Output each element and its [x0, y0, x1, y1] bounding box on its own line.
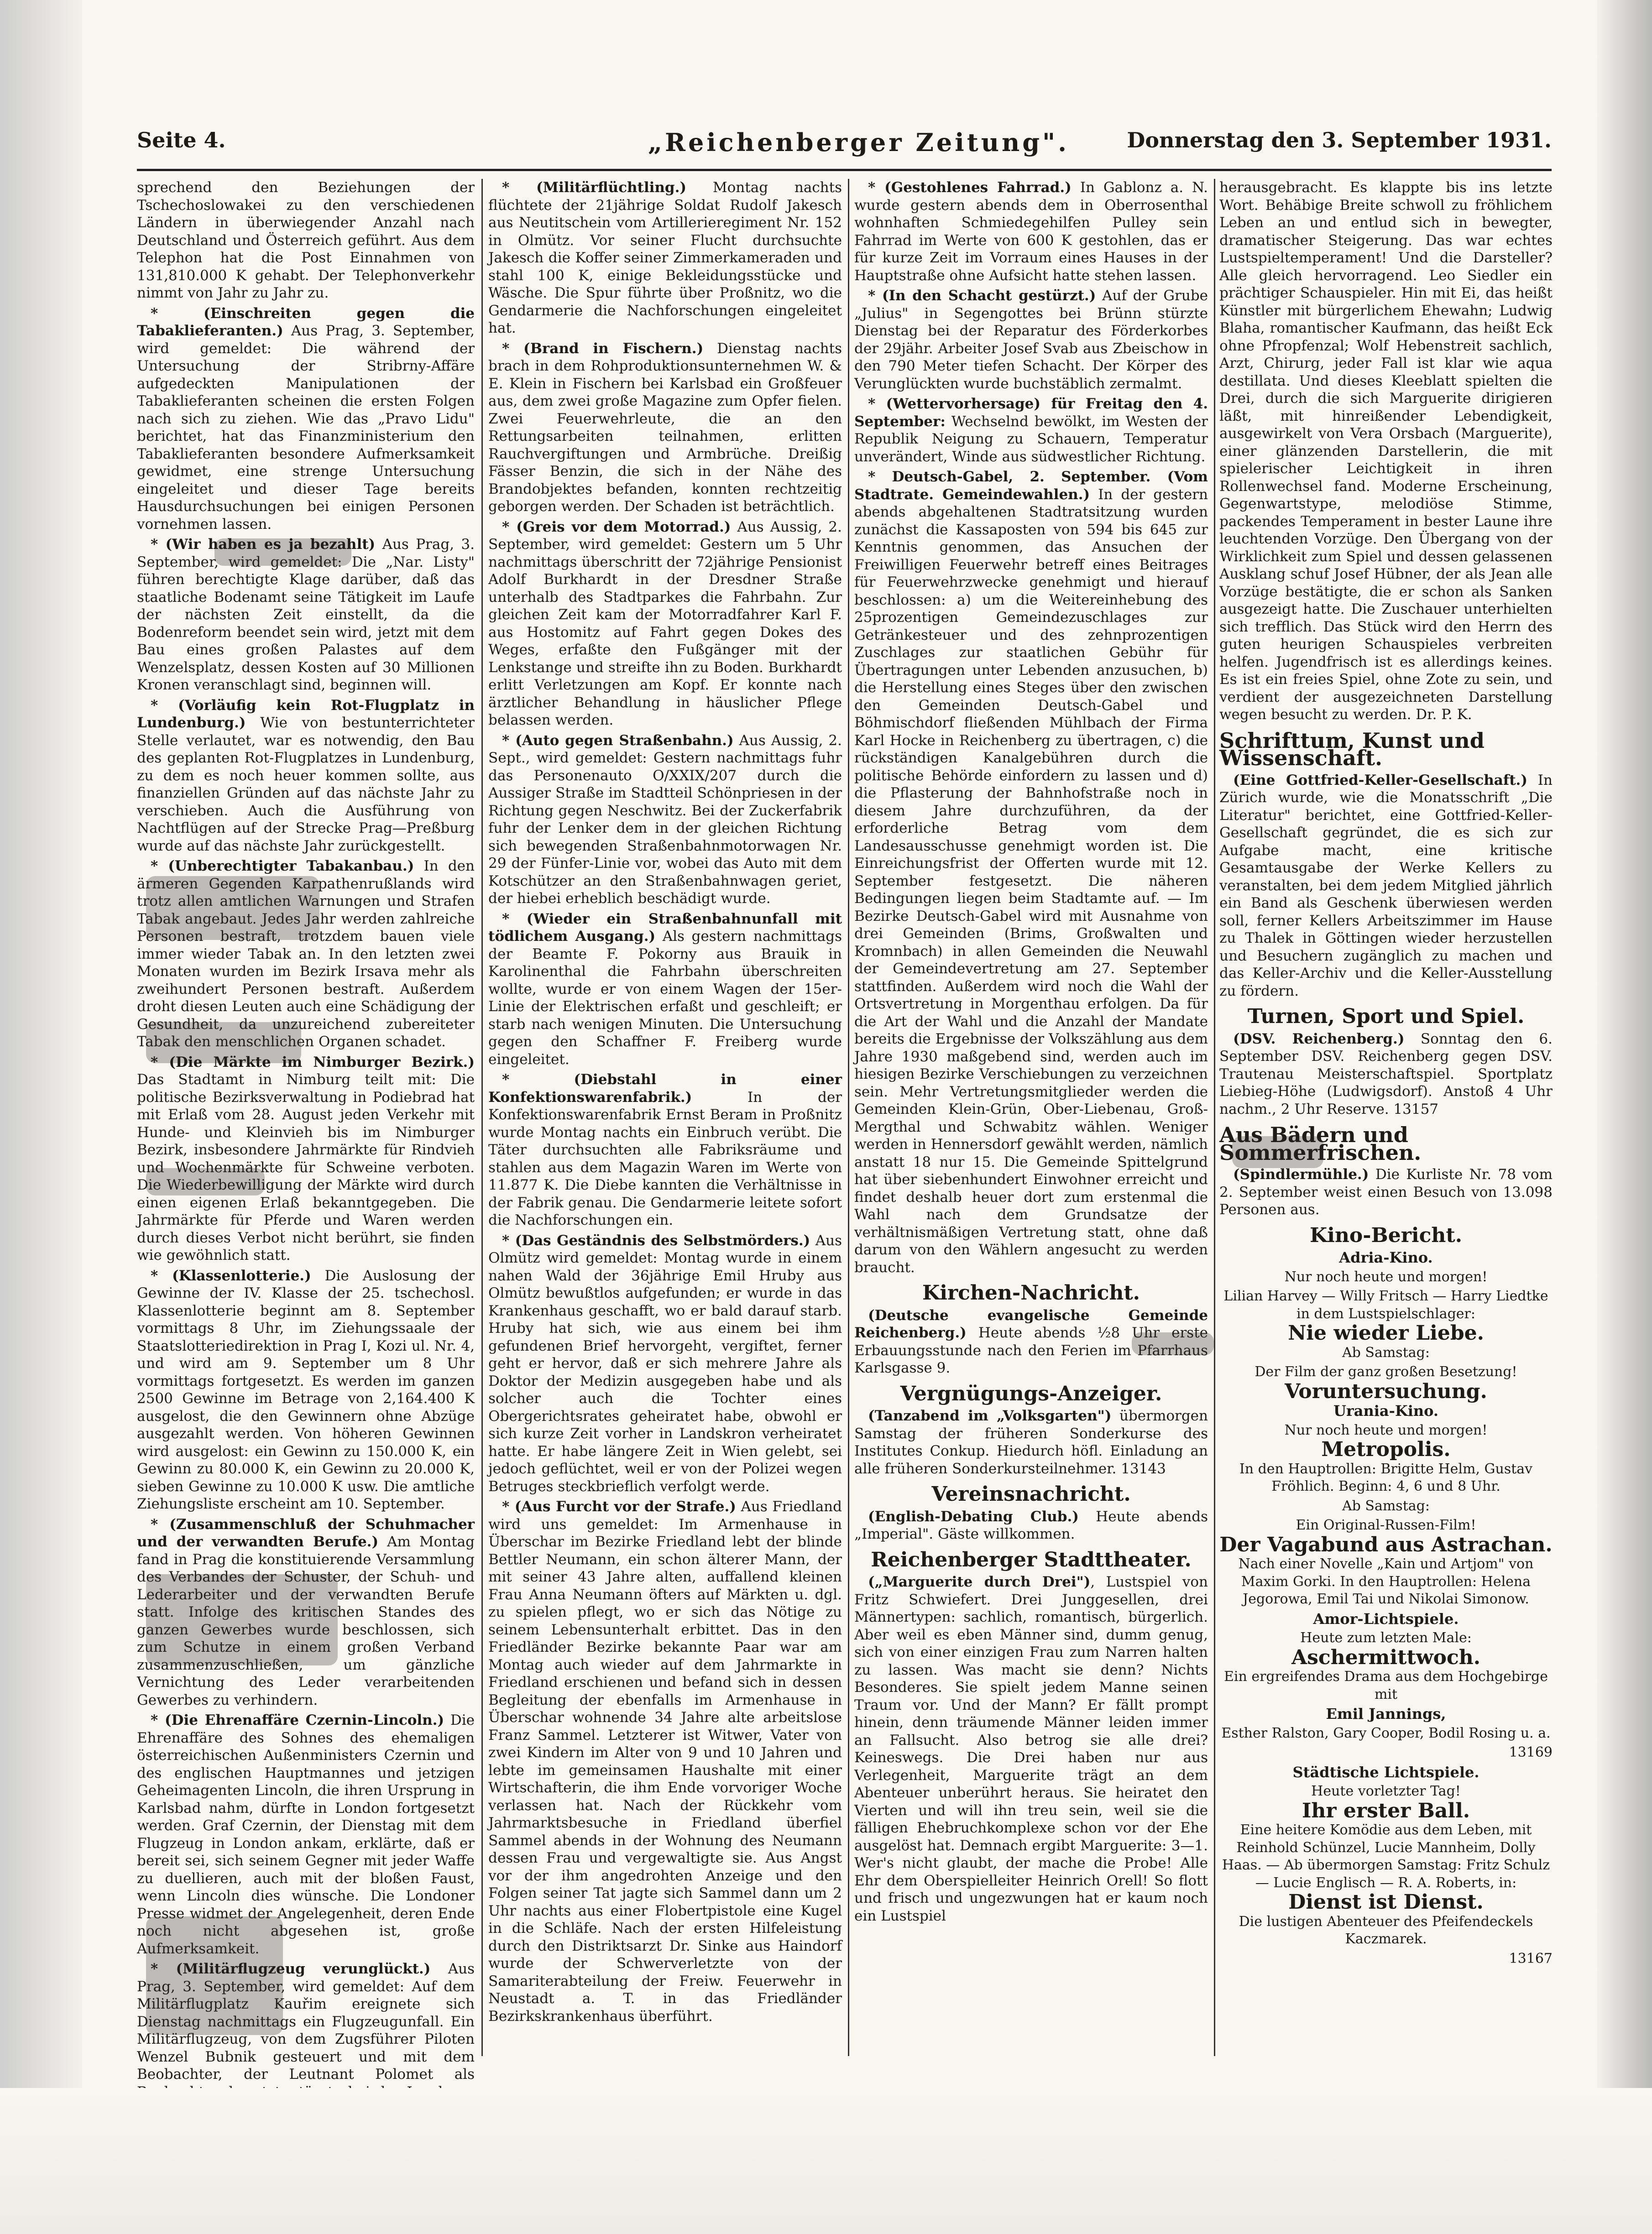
- column-rule: [848, 179, 849, 2056]
- film-title: Voruntersuchung.: [1285, 1379, 1487, 1403]
- film-title: Aschermittwoch.: [1291, 1645, 1481, 1669]
- section-heading-arts: Schrifttum, Kunst und Wissenschaft.: [1219, 728, 1485, 770]
- article: * (Wir haben es ja bezahlt) Aus Prag, 3. September, wird gemeldet: Die „Nar. Listy" führen berechtigte Klage darüber, daß das staatliche Bodenamt seine Tätigkeit im Laufe der nächsten Zeit einstellt, da die Bodenreform beendet sein wird, jetzt mit dem Bau eines großen Palastes auf dem Wenzelsplatz, dessen Kosten auf 30 Millionen Kronen veranschlagt sind, beginnen will.: [137, 536, 475, 693]
- article: * (Militärflüchtling.) Montag nachts flüchtete der 21jährige Soldat Rudolf Jakesch aus Neutitschein vom Artillerieregiment Nr. 152 in Olmütz. Vor seiner Flucht durchsuchte Jakesch die Koffer seiner Zimmerkameraden und stahl 100 K, einige Bekleidungsstücke und Wäsche. Die Spur führte über Proßnitz, wo die Gendarmerie die Nachforschungen eingeleitet hat.: [488, 179, 842, 336]
- article: („Marguerite durch Drei"), Lustspiel von Fritz Schwiefert. Drei Junggesellen, drei Männertypen: sachlich, romantisch, bürgerlich. Aber weil es eben Männer sind, dumm genug, sich von einer einzigen Frau zum Narren halten zu lassen. Was macht sie denn? Nichts Besonderes. Sie spielt jedem Manne seinen Traum vor. Und der Mann? Er fällt prompt hinein, denn träumende Männer leiden immer an Fallsucht. Also betrog sie alle drei? Keineswegs. Die Drei haben nur aus Verlegenheit, Marguerite trägt an dem Abenteuer unberührt heraus. Sie heiratet den Vierten und will ihn treu sein, weil sie die fälligen Ehebruchkomplexe schon vor der Ehe ausgelöst hat. Demnach ergibt Marguerite: 3—1. Wer's nicht glaubt, der mache die Probe! Alle Ehr dem Oberspielleiter Heinrich Orell! So flott und frisch und ungezwungen hat er kaum noch ein Lustspiel: [854, 1574, 1208, 1924]
- cinema-line: Nach einer Novelle „Kain und Artjom" von Maxim Gorki. In den Hauptrollen: Helena Jegorowa, Emil Tai und Nikolai Simonow.: [1238, 1556, 1534, 1607]
- page-header: [137, 128, 1552, 169]
- film-title: Nie wieder Liebe.: [1288, 1321, 1484, 1345]
- ink-smudge: [146, 1574, 338, 1665]
- section-heading-cinema: Kino-Bericht.: [1309, 1223, 1463, 1247]
- ink-smudge: [146, 1168, 265, 1195]
- section-heading-theater: Reichenberger Stadttheater.: [871, 1548, 1192, 1571]
- article: (Deutsche evangelische Gemeinde Reichenberg.) Heute abends ½8 Uhr erste Erbauungsstunde nach den Ferien im Pfarrhaus Karlsgasse 9.: [854, 1307, 1208, 1376]
- film-title: Ihr erster Ball.: [1302, 1799, 1470, 1822]
- film-title: Metropolis.: [1321, 1438, 1451, 1461]
- article: * (Diebstahl in einer Konfektionswarenfabrik.) In der Konfektionswarenfabrik Ernst Beram in Proßnitz wurde Montag nachts ein Einbruch verübt. Die Täter durchsuchten alle Fabriksräume und stahlen aus dem Magazin Waren im Werte von 11.877 K. Die Diebe kannten die Verhältnisse in der Fabrik genau. Die Gendarmerie leitete sofort die Nachforschungen ein.: [488, 1071, 842, 1228]
- column-1: [137, 179, 475, 2083]
- page-bottom-margin: [0, 2088, 1652, 2234]
- ad-number: 13169: [1509, 1744, 1553, 1760]
- article: * (In den Schacht gestürzt.) Auf der Grube „Julius" in Segengottes bei Brünn stürzte Dienstag bei der Reparatur des Förderkorbes der 29jähr. Arbeiter Josef Svab aus Zbeischow in den 790 Meter tiefen Schacht. Der Körper des Verunglückten wurde buchstäblich zermalmt.: [854, 287, 1208, 392]
- cinema-line: Eine heitere Komödie aus dem Leben, mit Reinhold Schünzel, Lucie Mannheim, Dolly Haas. — Ab übermorgen Samstag: Fritz Schulz — Lucie Englisch — R. A. Roberts, in:: [1222, 1822, 1550, 1891]
- cinema-line: Die lustigen Abenteuer des Pfeifendeckels Kaczmarek.: [1239, 1913, 1533, 1947]
- ink-smudge: [146, 1916, 283, 2035]
- article: * (Greis vor dem Motorrad.) Aus Aussig, 2. September, wird gemeldet: Gestern um 5 Uhr nachmittags überschritt der 72jährige Pensionist Adolf Burkhardt in der Dresdner Straße unterhalb des Stadtparkes die Fahrbahn. Zur gleichen Zeit kam der Motorradfahrer Karl F. aus Hostomitz auf Fahrt gegen Dokes des Weges, erfaßte den Fußgänger mit der Lenkstange und streifte ihn zu Boden. Burkhardt erlitt Verletzungen am Kopf. Er konnte nach ärztlicher Behandlung in häuslicher Pflege belassen werden.: [488, 518, 842, 728]
- ad-number: 13167: [1509, 1950, 1553, 1967]
- column-rule: [1214, 179, 1215, 2056]
- masthead: „Reichenberger Zeitung".: [648, 128, 1069, 157]
- header-rule: [137, 169, 1552, 171]
- cinema-line: Ab Samstag:: [1342, 1344, 1430, 1361]
- article: * (Militärflugzeug verunglückt.) Aus Prag, 3. September, wird gemeldet: Auf dem Militärflugplatz Kauřim ereignete sich Dienstag nachmittags ein Flugzeugunfall. Ein Militärflugzeug, von dem Zugsführer Piloten Wenzel Bubnik gesteuert und mit dem Beobachter, der Leutnant Polomet als: [137, 1961, 475, 2083]
- cinema-line: Nur noch heute und morgen!: [1284, 1422, 1488, 1438]
- article: * Deutsch-Gabel, 2. September. (Vom Stadtrate. Gemeindewahlen.) In der gestern abends abgehaltenen Stadtratsitzung wurden zunächst die Kassaposten von 594 bis 645 zur Kenntnis genommen, das Ansuchen der Freiwilligen Feuerwehr betreff eines Beitrages für Feuerwehrzwecke genehmigt und hierauf beschlossen: a) um die Weitereinhebung des 25prozentigen Gemeindezuschlages zur Getränkesteuer und des zehnprozentigen Zuschlages zur staatlichen Gebühr für Übertragungen unter Lebenden anzusuchen, b) die Herstellung eines Steges über den zwischen den Gemeinden Deutsch-Gabel und Böhmischdorf fließenden Mühlbach der Firma Karl Hocke in Reichenberg zu übertragen, c) die rückständigen Kanalgebühren durch die politische Behörde einfordern zu lassen und d) die Pflasterung der Bahnhofstraße noch in diesem Jahre durchzuführen, da der erforderliche Betrag vom dem Landesausschusse genehmigt worden ist. Die Einreichungsfrist der Offerten wurde mit 12. September festgesetzt. Die näheren Bedingungen liegen beim Stadtamte auf. — Im Bezirke Deutsch-Gabel wird mit Ausnahme von drei Gemeinden (Brims, Großwalten und Kromnbach) in allen Gemeinden die Neuwahl der Gemeindevertretung am 27. September stattfinden. Außerdem wird noch die Wahl der Ortsvertretung in Morgenthau erfolgen. Da für die Art der Wahl und die Anzahl der Mandate bereits die Ergebnisse der Volkszählung aus dem Jahre 1930 maßgebend sind, werden auch im hiesigen Bezirke Verschiebungen zu verzeichnen sein. Mehr Vertretungsmitglieder werden die Gemeinden Klein-Grün, Ober-Liebenau, Groß-Mergthal und Schwabitz wählen. Weniger werden in Hennersdorf gewählt werden, nämlich anstatt 18 nur 15. Die Gemeinde Spittelgrund hat über siebenhundert Einwohner erreicht und findet deshalb heuer dort zum erstenmal die Wahl nach dem Grundsatze der verhältnismäßigen Vertretung statt, ohne daß darum von den Wählern angesucht zu werden braucht.: [854, 469, 1208, 1276]
- ink-smudge: [1232, 1136, 1323, 1168]
- section-heading-clubs: Vereinsnachricht.: [931, 1482, 1131, 1506]
- article: (DSV. Reichenberg.) Sonntag den 6. September DSV. Reichenberg gegen DSV. Trautenau Meisterschaftspiel. Sportplatz Liebieg-Höhe (Ludwigsdorf). Anstoß 4 Uhr nachm., 2 Uhr Reserve. 13157: [1219, 1030, 1553, 1117]
- cinema-line: Emil Jannings,: [1326, 1705, 1446, 1722]
- article: * (Auto gegen Straßenbahn.) Aus Aussig, 2. Sept., wird gemeldet: Gestern nachmittags fuhr das Personenauto O/XXIX/207 durch die Aussiger Straße im Stadtteil Schönpriesen in der Richtung gegen Neschwitz. Bei der Zuckerfabrik fuhr der Lenker dem in der gleichen Richtung sich bewegenden Straßenbahnmotorwagen Nr. 29 der Fünfer-Linie vor, wobei das Auto mit dem Kotschützer an den Straßenbahnwagen geriet, der hiebei erheblich beschädigt wurde.: [488, 732, 842, 907]
- ink-smudge: [146, 876, 319, 940]
- article: * (Die Ehrenaffäre Czernin-Lincoln.) Die Ehrenaffäre des Sohnes des ehemaligen österreichischen Außenministers Czernin und des englischen Hauptmannes und jetzigen Geheimagenten Lincoln, die ihren Ursprung in Karlsbad nahm, dürfte in London fortgesetzt werden. Graf Czernin, der Dienstag mit dem Flugzeug in London ankam, erklärte, daß er bereit sei, sich seinem Gegner mit jeder Waffe zu duellieren, auch mit der bloßen Faust, wenn Lincoln dies wünsche. Die Londoner Presse widmet der Angelegenheit, deren Ende noch nicht abgesehen ist, große Aufmerksamkeit.: [137, 1712, 475, 1957]
- cinema-line: Ab Samstag:: [1342, 1498, 1430, 1514]
- article: * (Gestohlenes Fahrrad.) In Gablonz a. N. wurde gestern abends dem in Oberrosenthal wohnhaften Schmiedegehilfen Pulley sein Fahrrad im Werte von 600 K gestohlen, das er für kurze Zeit im Vorraum eines Hauses in der Hauptstraße ohne Aufsicht hatte stehen lassen.: [854, 179, 1208, 284]
- cinema-line: Esther Ralston, Gary Cooper, Bodil Rosing u. a.: [1221, 1725, 1551, 1741]
- section-heading-spas: Aus Bädern und Sommerfrischen.: [1219, 1122, 1422, 1165]
- film-title: Der Vagabund aus Astrachan.: [1219, 1533, 1553, 1556]
- cinema-line: Nur noch heute und morgen!: [1284, 1268, 1488, 1285]
- article: * (Wettervorhersage) für Freitag den 4. September: Wechselnd bewölkt, im Westen der Republik Neigung zu Schauern, Temperatur unverändert, Winde aus südwestlicher Richtung.: [854, 396, 1208, 465]
- column-3: [854, 179, 1208, 2056]
- section-heading-sport: Turnen, Sport und Spiel.: [1247, 1005, 1525, 1028]
- cinema-name: Urania-Kino.: [1333, 1402, 1439, 1420]
- article: * (Das Geständnis des Selbstmörders.) Aus Olmütz wird gemeldet: Montag wurde in einem nahen Wald der 36jährige Emil Hruby aus Olmütz bewußtlos aufgefunden; er wurde in das Krankenhaus geschafft, wo er bald darauf starb. Hruby hat sich, wie aus einem bei ihm gefundenen Brief hervorgeht, vergiftet, ferner geht er hervor, daß er sich mehrere Jahre als Doktor der Medizin ausgegeben habe und als solcher auch die Tochter eines Obergerichtsrates geheiratet habe, obwohl er sich kurze Zeit vorher in Landskron verheiratet hatte. Er habe längere Zeit in Wien gelebt, sei jedoch geflüchtet, weil er von der Polizei wegen Betruges steckbrieflich verfolgt werde.: [488, 1232, 842, 1495]
- column-rule: [481, 179, 483, 2056]
- article: * (Brand in Fischern.) Dienstag nachts brach in dem Rohproduktionsunternehmen W. & E. Klein in Fischern bei Karlsbad ein Großfeuer aus, dem zwei große Magazine zum Opfer fielen. Zwei Feuerwehrleute, die an den Rettungsarbeiten teilnahmen, erlitten Rauchvergiftungen und Armbrüche. Dreißig Fässer Benzin, die sich in der Nähe des Brandobjektes befanden, konnten rechtzeitig geborgen werden. Der Schaden ist beträchtlich.: [488, 340, 842, 515]
- article: * (Zusammenschluß der Schuhmacher und der verwandten Berufe.) Am Montag fand in Prag die konstituierende Versammlung des Verbandes der Schuster, der Schuh- und Lederarbeiter und der verwandten Berufe statt. Infolge des kritischen Standes des ganzen Gewerbes wurde beschlossen, sich zum Schutze in einem großen Verband zusammenzuschließen, um gänzliche Vernichtung des Leder verarbeitenden Gewerbes zu verhindern.: [137, 1516, 475, 1708]
- scan-right-shadow: [1597, 0, 1652, 2234]
- cinema-line: In den Hauptrollen: Brigitte Helm, Gustav Fröhlich. Beginn: 4, 6 und 8 Uhr.: [1239, 1461, 1533, 1494]
- article: * (Aus Furcht vor der Strafe.) Aus Friedland wird uns gemeldet: Im Armenhause in Überschar im Bezirke Friedland lebt der blinde Bettler Neumann, ein schon älterer Mann, der mit seiner 43 Jahre alten, auffallend kleinen Frau Anna Neumann öfters auf Märkten u. dgl. zu spielen pflegt, wo er sich das Nötige zu seinem Lebensunterhalt erbittet. Das in den Friedländer Bezirke bekannte Paar war am Montag auch wieder auf dem Jahrmarkte in Friedland erschienen und befand sich in dessen Begleitung der ebenfalls im Armenhause in Überschar wohnende 34 Jahre alte arbeitslose Franz Sammel. Letzterer ist Witwer, Vater von zwei Kindern im Alter von 9 und 10 Jahren und lebte im gemeinsamen Haushalte mit einer Wirtschafterin, die ihm Ende vorvoriger Woche verlassen hat. Nach der Rückkehr vom Jahrmarktsbesuche in Friedland überfiel Sammel abends in der Wohnung des Neumann dessen Frau und vergewaltigte sie. Aus Angst vor der ihm angedrohten Anzeige und den Folgen seiner Tat jagte sich Sammel dann um 2 Uhr nachts aus einer Flobertpistole eine Kugel in die Schläfe. Nach der ersten Hilfeleistung durch den Distriktsarzt Dr. Sinke aus Haindorf wurde der Schwerverletzte von der Samariterabteilung der Freiw. Feuerwehr in Neustadt a. T. in das Friedländer Bezirkskrankenhaus überführt.: [488, 1498, 842, 2025]
- cinema-line: Ein Original-Russen-Film!: [1296, 1517, 1476, 1533]
- article: * (Einschreiten gegen die Tabaklieferanten.) Aus Prag, 3. September, wird gemeldet: Die während der Untersuchung der Stribrny-Affäre aufgedeckten Manipulationen der Tabaklieferanten scheinen die ersten Folgen nach sich zu ziehen. Wie das „Pravo Lidu" berichtet, hat das Finanzministerium den Tabaklieferanten besondere Aufmerksamkeit gewidmet, eine strenge Untersuchung eingeleitet und dieser Tage bereits Hausdurchsuchungen bei einigen Personen vornehmen lassen.: [137, 305, 475, 532]
- issue-date: Donnerstag den 3. September 1931.: [1127, 128, 1552, 152]
- article: * (Wieder ein Straßenbahnunfall mit tödlichem Ausgang.) Als gestern nachmittags der Beamte F. Pokorny aus Brauik in Karolinenthal die Fahrbahn überschreiten wollte, wurde er von einem Wagen der 15er-Linie der Elektrischen erfaßt und geschleift; er starb nach wenigen Minuten. Die Untersuchung gegen den Schaffner F. Freiberg wurde eingeleitet.: [488, 910, 842, 1068]
- section-heading-entertainment: Vergnügungs-Anzeiger.: [900, 1382, 1162, 1405]
- cinema-line: Der Film der ganz großen Besetzung!: [1255, 1364, 1517, 1380]
- article: * (Unberechtigter Tabakanbau.) In den ärmeren Gegenden Karpathenrußlands wird trotz allen amtlichen Warnungen und Strafen Tabak angebaut. Jedes Jahr werden zahlreiche Personen bestraft, trotzdem bauen viele immer wieder Tabak an. In den letzten zwei Monaten wurden im Bezirk Irsava mehr als zweihundert Personen bestraft. Außerdem droht diesen Leuten auch eine Schädigung der Gesundheit, da unzureichend zubereiteter Tabak den menschlichen Organen schadet.: [137, 858, 475, 1050]
- article: (Eine Gottfried-Keller-Gesellschaft.) In Zürich wurde, wie die Monatsschrift „Die Literatur" berichtet, eine Gottfried-Keller-Gesellschaft gegründet, die es sich zur Aufgabe macht, eine kritische Gesamtausgabe der Werke Kellers zu veranstalten, bei dem jedem Mitglied jährlich ein Band als Geschenk überwiesen werden soll, ferner Kellers Arbeitszimmer im Hause zu Thalek in Göttingen wieder herzustellen und Besuchern zugänglich zu machen und das Keller-Archiv und die Keller-Ausstellung zu fördern.: [1219, 772, 1553, 999]
- section-heading-church: Kirchen-Nachricht.: [922, 1281, 1140, 1305]
- cinema-line: Heute zum letzten Male:: [1300, 1630, 1472, 1646]
- page-number: Seite 4.: [137, 128, 226, 152]
- article: * (Klassenlotterie.) Die Auslosung der Gewinne der IV. Klasse der 25. tschechosl. Klassenlotterie beginnt am 8. September vormittags 8 Uhr, im Ziehungssaale der Staatslotteriedirektion in Prag I, Kozi ul. Nr. 4, und wird am 9. September um 8 Uhr vormittags fortgesetzt. Es werden im ganzen 2500 Gewinne im Betrage von 2,164.400 K ausgelost, die den Gewinnern ohne Abzüge ausgezahlt werden. Von höheren Gewinnen wird ausgelost: ein Gewinn zu 150.000 K, ein Gewinn zu 80.000 K, ein Gewinn zu 20.000 K, sieben Gewinne zu 10.000 K usw. Die amtliche Ziehungsliste erscheint am 10. September.: [137, 1267, 475, 1512]
- cinema-name: Amor-Lichtspiele.: [1313, 1610, 1459, 1628]
- cinema-name: Städtische Lichtspiele.: [1292, 1763, 1479, 1781]
- cinema-line: Heute vorletzter Tag!: [1311, 1783, 1461, 1799]
- article-continuation: herausgebracht. Es klappte bis ins letzte Wort. Behäbige Breite schwoll zu fröhlichem Leben an und entlud sich in bewegter, dramatischer Steigerung. Das war echtes Lustspieltemperament! Und die Darsteller? Alle gleich hervorragend. Leo Siedler ein prächtiger Schauspieler. Hin mit Ei, das heißt Künstler mit bürgerlichem Ehewahn; Ludwig Blaha, romantischer Kaufmann, das heißt Eck ohne Pfropfenzal; Wolf Hebenstreit sachlich, Arzt, Chirurg, jeder Fall ist klar wie aqua destillata. Und dieses Kleeblatt spielten die Drei, durch die sich Marguerite dirigieren läßt, mit hinreißender Lebendigkeit, ausgewirkelt von Vera Orsbach (Marguerite), einer glänzenden Darstellerin, die mit spielerischer Leichtigkeit in ihren Rollenwechsel fand. Moderne Erscheinung, Gegenwartstype, melodiöse Stimme, packendes Temperament in bester Laune ihre leuchtenden Vorzüge. Den Übergang von der Wirklichkeit zum Spiel und dessen gelassenen Ausklang schuf Josef Hübner, der als Jean alle Vorzüge bestätigte, die er schon als Sanken ausgezeigt hatte. Die Zuschauer unterhielten sich trefflich. Das Stück wird den Herrn des guten heurigen Schauspieles verbreiten helfen. Jugendfrisch ist es allerdings keines. Es ist ein freies Spiel, ohne Zote zu sein, und verdient der ausgezeichneten Darstellung wegen besucht zu werden. Dr. P. K.: [1219, 179, 1553, 723]
- column-4: [1219, 179, 1553, 2056]
- article-continuation: sprechend den Beziehungen der Tschechoslowakei zu den verschiedenen Ländern in überwiegender Anzahl nach Deutschland und Österreich geführt. Aus dem Telephon hat die Post Einnahmen von 131,810.000 K gehabt. Der Telephonverkehr nimmt von Jahr zu Jahr zu.: [137, 179, 475, 301]
- article: * (Die Märkte im Nimburger Bezirk.) Das Stadtamt in Nimburg teilt mit: Die politische Bezirksverwaltung in Podiebrad hat mit Erlaß vom 28. August jeden Verkehr mit Hunde- und Kleinvieh bis im Nimburger Bezirk, insbesondere Jahrmärkte für Rindvieh und Wochenmärkte für Schweine verboten. Die Wiederbewilligung der Märkte wird durch einen eigenen Erlaß bekanntgegeben. Die Jahrmärkte für Pferde und Waren werden durch dieses Verbot nicht berührt, sie finden wie gewöhnlich statt.: [137, 1054, 475, 1263]
- article: (Spindlermühle.) Die Kurliste Nr. 78 vom 2. September weist einen Besuch von 13.098 Personen aus.: [1219, 1166, 1553, 1218]
- article: (Tanzabend im „Volksgarten") übermorgen Samstag der früheren Sonderkurse des Institutes Conkup. Hiedurch höfl. Einladung an alle früheren Sonderkursteilnehmer. 13143: [854, 1408, 1208, 1477]
- ink-smudge: [146, 1022, 301, 1063]
- ink-smudge: [1132, 1332, 1214, 1355]
- ink-smudge: [214, 538, 351, 566]
- cinema-line: Lilian Harvey — Willy Fritsch — Harry Liedtke in dem Lustspielschlager:: [1223, 1288, 1548, 1322]
- cinema-name: Adria-Kino.: [1339, 1249, 1433, 1266]
- article: (English-Debating Club.) Heute abends „Imperial". Gäste willkommen.: [854, 1508, 1208, 1542]
- column-2: [488, 179, 842, 2056]
- scan-left-shadow: [0, 0, 82, 2234]
- cinema-line: Ein ergreifendes Drama aus dem Hochgebirge mit: [1223, 1669, 1548, 1702]
- film-title: Dienst ist Dienst.: [1288, 1890, 1484, 1914]
- article: * (Vorläufig kein Rot-Flugplatz in Lundenburg.) Wie von bestunterrichteter Stelle verlautet, war es notwendig, den Bau des geplanten Rot-Flugplatzes in Lundenburg, zu dem es noch heuer kommen sollte, aus finanziellen Gründen auf das nächste Jahr zu verschieben. Auch die Ausführung von Nachtflügen auf der Strecke Prag—Preßburg wurde auf das nächste Jahr zurückgestellt.: [137, 697, 475, 854]
